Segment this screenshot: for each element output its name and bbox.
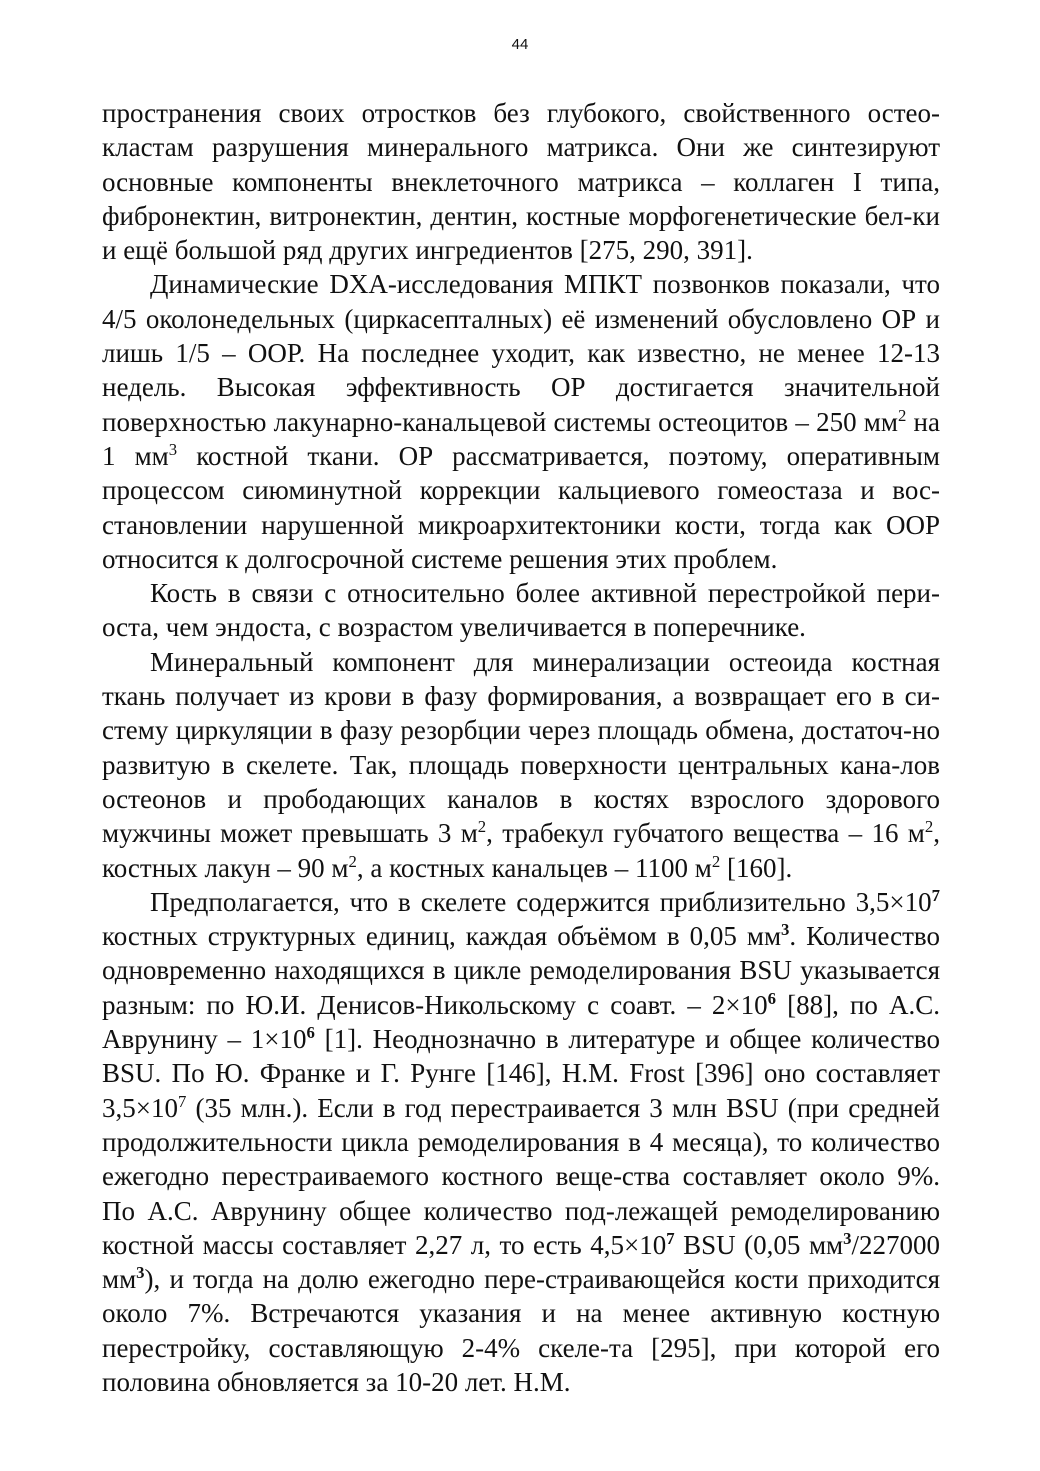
text-run: пространения своих отростков без глубокого, свойственного остео-кластам разрушения минерального матрикса. Они же синтезируют основные компоненты внеклеточного матрикса – коллаген I типа, фибронектин, витронектин, дентин, костные морфогенетические бел-ки и ещё большой ряд других ингредиентов [275, 290, 391]. bbox=[102, 98, 940, 266]
text-run: [160]. bbox=[720, 852, 793, 883]
text-run: Динамические DXA-исследования МПКТ позвонков показали, что 4/5 околонедельных (циркасепталных) её изменений обусловлено ОР и лишь 1/5 – ООР. На последнее уходит, как известно, не менее 12-13 недель. Высокая эффективность ОР достигается значительной поверхностью лакунарно-канальцевой системы остеоцитов – 250 мм bbox=[102, 269, 940, 437]
text-run: Минеральный компонент для минерализации остеоида костная ткань получает из крови в фазу формирования, а возвращает его в си-стему циркуляции в фазу резорбции через площадь обмена, достаточ-но развитую в скелете. Так, площадь поверхности центральных кана-лов остеонов и прободающих каналов в костях взрослого здорового мужчины может превышать 3 м bbox=[102, 646, 940, 849]
text-run: /227000 мм bbox=[102, 1229, 941, 1295]
superscript: 6 bbox=[767, 988, 777, 1008]
text-run: [1]. Неоднозначно в литературе и общее количество BSU. По Ю. Франке и Г. Рунге [146], H.M. Frost [396] оно составляет 3,5×10 bbox=[102, 1024, 940, 1123]
text-run: костных структурных единиц, каждая объёмом в 0,05 мм bbox=[102, 921, 782, 952]
paragraph bbox=[102, 645, 940, 885]
text-run: Предполагается, что в скелете содержится приблизительно 3,5×10 bbox=[150, 886, 932, 917]
superscript: 7 bbox=[177, 1091, 187, 1111]
paragraph bbox=[102, 576, 940, 645]
paragraph bbox=[102, 96, 940, 267]
superscript: 2 bbox=[897, 405, 907, 425]
text-run: (35 млн.). Если в год перестраивается 3 млн BSU (при средней продолжительности цикла ремоделирования в 4 месяца), то количество ежегодно перестраиваемого костного веще-ства составляет около 9%. По А.С. Аврунину общее количество под-лежащей ремоделированию костной массы составляет 2,27 л, то есть 4,5×10 bbox=[102, 1092, 940, 1260]
text-run: BSU (0,05 мм bbox=[674, 1229, 844, 1260]
superscript: 3 bbox=[843, 1228, 852, 1248]
superscript: 3 bbox=[136, 1263, 145, 1283]
superscript: 2 bbox=[711, 851, 721, 871]
superscript: 3 bbox=[781, 920, 790, 940]
superscript: 2 bbox=[477, 817, 487, 837]
paragraph bbox=[102, 267, 940, 576]
superscript: 2 bbox=[348, 851, 357, 871]
superscript: 2 bbox=[924, 817, 934, 837]
superscript: 7 bbox=[666, 1228, 675, 1248]
text-run: [88], по А.С. Аврунину – 1×10 bbox=[102, 989, 940, 1055]
page-number: 44 bbox=[511, 36, 529, 53]
text-run: на 1 мм bbox=[102, 406, 940, 471]
text-run: ), и тогда на долю ежегодно пере-страивающейся кости приходится около 7%. Встречаются указания и на менее активную костную перестройку, составляющую 2-4% скеле-та [295], при которой его половина обновляется за 10-20 лет. H.M. bbox=[102, 1264, 940, 1397]
text-run: . Количество одновременно находящихся в цикле ремоделирования BSU указывается разным: по Ю.И. Денисов-Никольскому с соавт. – 2×10 bbox=[102, 921, 940, 1020]
superscript: 7 bbox=[931, 885, 940, 905]
paragraph bbox=[102, 885, 940, 1399]
text-run: Кость в связи с относительно более активной перестройкой пери-оста, чем эндоста, с возрастом увеличивается в поперечнике. bbox=[102, 578, 940, 643]
superscript: 6 bbox=[306, 1023, 315, 1043]
body-text bbox=[102, 96, 940, 1399]
text-run: , трабекул губчатого вещества – 16 м bbox=[486, 818, 925, 849]
text-run: костной ткани. ОР рассматривается, поэтому, оперативным процессом сиюминутной коррекции кальциевого гомеостаза и вос-становлении нарушенной микроархитектоники кости, тогда как ООР относится к долгосрочной системе решения этих проблем. bbox=[102, 440, 941, 574]
superscript: 3 bbox=[168, 439, 178, 459]
text-run: , костных лакун – 90 м bbox=[102, 818, 940, 883]
text-run: , а костных канальцев – 1100 м bbox=[356, 852, 712, 883]
